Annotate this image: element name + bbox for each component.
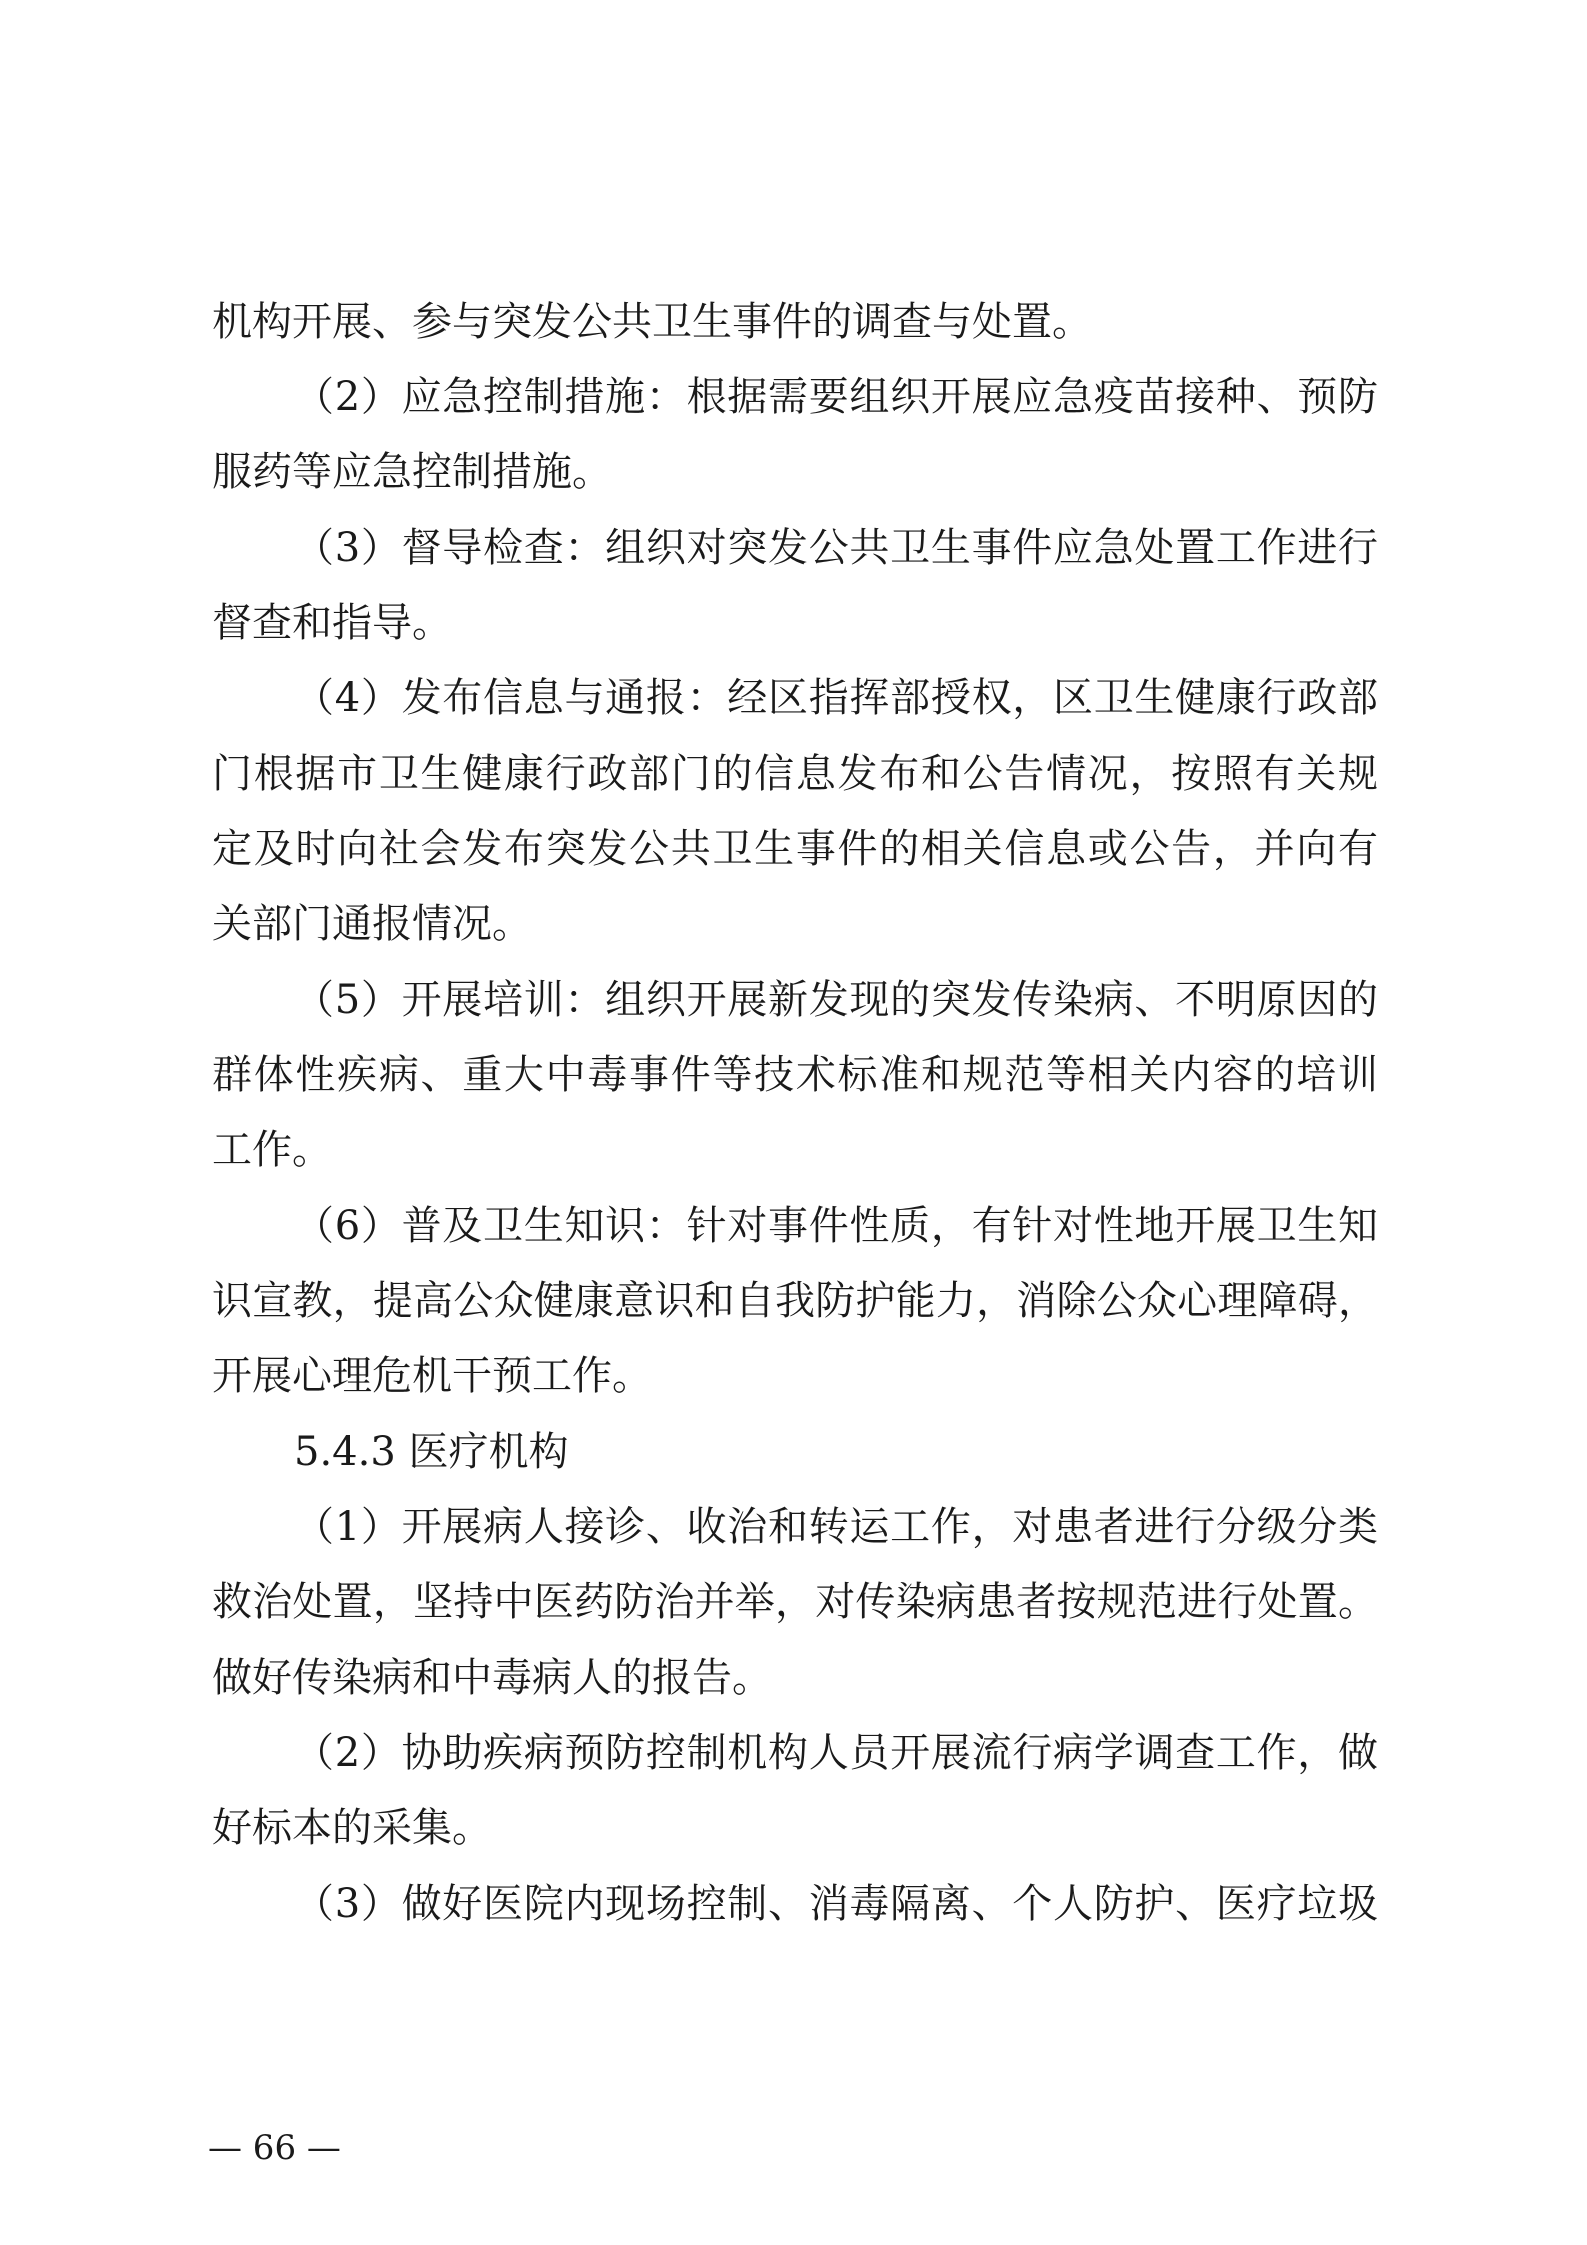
text-line: 机构开展、参与突发公共卫生事件的调查与处置。 (212, 299, 1092, 345)
text-line: 好标本的采集。 (212, 1805, 492, 1851)
text-line: 识宣教，提高公众健康意识和自我防护能力，消除公众心理障碍， (212, 1278, 1378, 1324)
text-line: 定及时向社会发布突发公共卫生事件的相关信息或公告，并向有 (212, 826, 1378, 872)
page-number: — 66 — (208, 2128, 341, 2168)
text-line: 开展心理危机干预工作。 (212, 1353, 652, 1399)
text-line: 救治处置，坚持中医药防治并举，对传染病患者按规范进行处置。 (212, 1579, 1378, 1625)
text-line: 工作。 (212, 1127, 332, 1173)
text-line: （6）普及卫生知识：针对事件性质，有针对性地开展卫生知 (294, 1203, 1378, 1249)
section-heading: 5.4.3 医疗机构 (294, 1429, 569, 1475)
text-line: 督查和指导。 (212, 600, 452, 646)
text-line: （5）开展培训：组织开展新发现的突发传染病、不明原因的 (294, 977, 1378, 1023)
text-line: 服药等应急控制措施。 (212, 449, 612, 495)
text-line: 关部门通报情况。 (212, 901, 532, 947)
text-line: （3）做好医院内现场控制、消毒隔离、个人防护、医疗垃圾 (294, 1881, 1378, 1927)
text-line: （1）开展病人接诊、收治和转运工作，对患者进行分级分类 (294, 1504, 1378, 1550)
text-line: （3）督导检查：组织对突发公共卫生事件应急处置工作进行 (294, 525, 1378, 571)
text-line: 做好传染病和中毒病人的报告。 (212, 1655, 772, 1701)
text-line: 门根据市卫生健康行政部门的信息发布和公告情况，按照有关规 (212, 751, 1378, 797)
text-line: （2）协助疾病预防控制机构人员开展流行病学调查工作，做 (294, 1730, 1378, 1776)
text-line: （4）发布信息与通报：经区指挥部授权，区卫生健康行政部 (294, 675, 1378, 721)
text-line: （2）应急控制措施：根据需要组织开展应急疫苗接种、预防 (294, 374, 1378, 420)
text-line: 群体性疾病、重大中毒事件等技术标准和规范等相关内容的培训 (212, 1052, 1378, 1098)
